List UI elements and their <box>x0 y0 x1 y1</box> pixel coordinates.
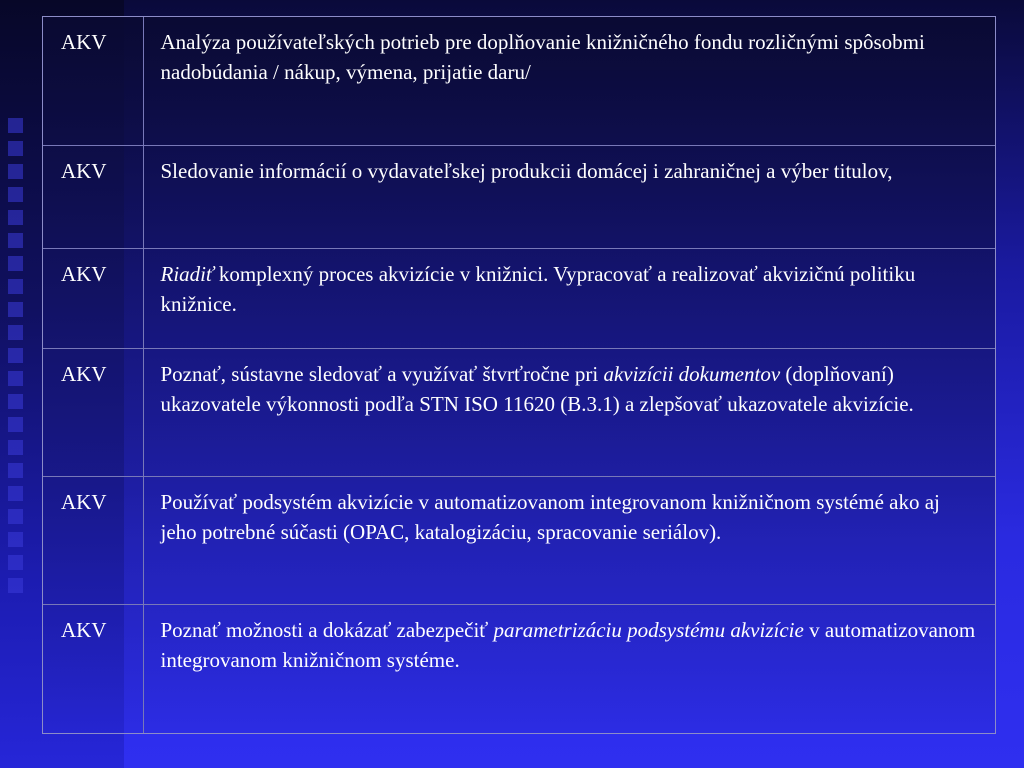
table-row <box>43 248 995 348</box>
row-description <box>143 604 995 733</box>
description-segment: komplexný proces akvizície v knižnici. Vypracovať a realizovať akvizičnú politiku knižnice. <box>160 261 916 316</box>
table-row <box>43 17 995 145</box>
description-segment: Analýza používateľských potrieb pre doplňovanie knižničného fondu rozličnými spôsobmi nadobúdania / nákup, výmena, prijatie daru/ <box>160 30 925 84</box>
row-code: AKV <box>43 248 143 348</box>
description-italic-segment: Riadiť <box>160 261 214 286</box>
row-code: AKV <box>43 348 143 476</box>
row-description <box>143 348 995 476</box>
row-description <box>143 145 995 248</box>
slide-table <box>42 16 996 734</box>
row-code: AKV <box>43 604 143 733</box>
table-row <box>43 145 995 248</box>
row-code: AKV <box>43 476 143 604</box>
row-description <box>143 17 995 145</box>
description-segment: Poznať možnosti a dokázať zabezpečiť <box>160 617 494 642</box>
description-segment: Poznať, sústavne sledovať a využívať štvrťročne pri <box>160 361 604 386</box>
description-segment: Používať podsystém akvizície v automatizovanom integrovanom knižničnom systémé ako aj jeho potrebné súčasti (OPAC, katalogizáciu, spracovanie seriálov). <box>160 489 940 544</box>
row-code: AKV <box>43 145 143 248</box>
table-row <box>43 348 995 476</box>
description-segment: v automatizovanom integrovanom knižničnom systéme. <box>160 617 976 672</box>
table-row <box>43 604 995 733</box>
description-italic-segment: parametrizáciu podsystému akvizície <box>493 617 804 642</box>
competency-table <box>43 17 995 733</box>
table-row <box>43 476 995 604</box>
description-italic-segment: akvizícii dokumentov <box>603 361 781 386</box>
decorative-squares <box>8 118 24 601</box>
row-description <box>143 248 995 348</box>
row-code: AKV <box>43 17 143 145</box>
description-segment: (doplňovaní) ukazovatele výkonnosti podľa STN ISO 11620 (B.3.1) a zlepšovať ukazovatele akvizície. <box>160 361 914 416</box>
row-description <box>143 476 995 604</box>
description-segment: Sledovanie informácií o vydavateľskej produkcii domácej i zahraničnej a výber titulov, <box>160 158 893 183</box>
